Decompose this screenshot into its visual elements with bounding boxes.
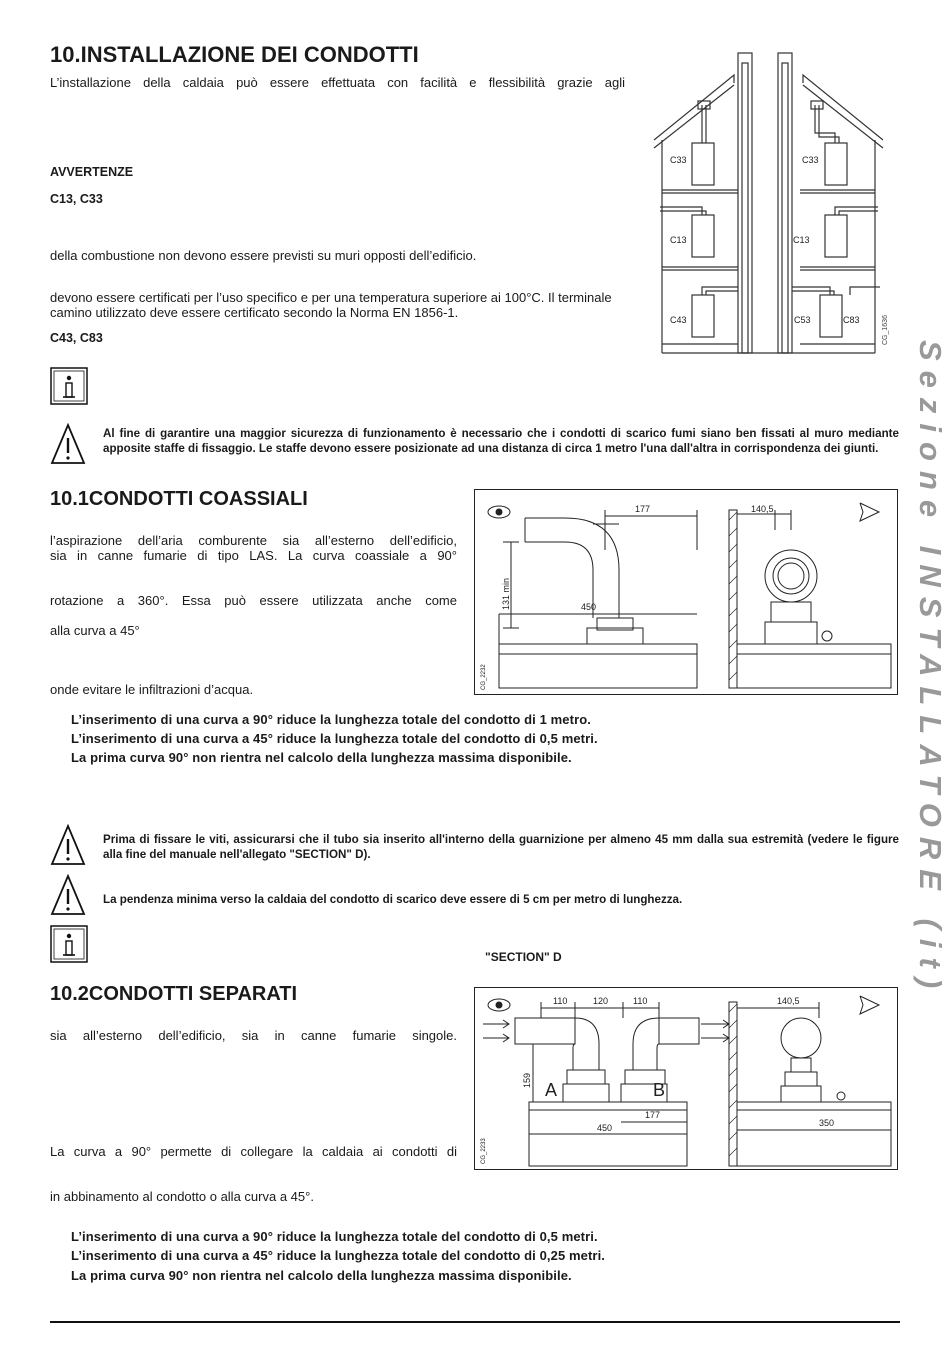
separate-figure [474,987,898,1170]
c43-c83-label: C43, C83 [50,331,103,345]
house-figure-code: CG_1636 [882,315,889,345]
warning-pendenza-text: La pendenza minima verso la caldaia del condotto di scarico deve essere di 5 cm per metro di lunghezza. [103,893,683,906]
coax-line1: l’aspirazione dell’aria comburente sia all’esterno dell’edificio, [50,533,457,548]
warning-staffe-text: Al fine di garantire una maggior sicurezza di funzionamento è necessario che i condotti di scarico fumi siano ben fissati al muro mediante apposite staffe di fissaggio. Le staffe devono essere posizionate ad una distanza di circa 1 metro l'una dall'altra in corrispondenza dei giunti. [103,427,899,455]
sep-dim-177: 177 [645,1110,661,1120]
coax-figure [474,489,898,695]
coax-line3: rotazione a 360°. Essa può essere utilizzata anche come [50,593,457,608]
coax-bullet-2: L’inserimento di una curva a 45° riduce la lunghezza totale del condotto di 0,5 metri. [71,731,598,746]
section-d-label: "SECTION" D [485,950,562,964]
sep-dim-120: 120 [593,996,609,1006]
coax-bullet-3: La prima curva 90° non rientra nel calcolo della lunghezza massima disponibile. [71,750,572,765]
sep-dim-450: 450 [597,1123,613,1133]
sep-bullet-2: L’inserimento di una curva a 45° riduce la lunghezza totale del condotto di 0,25 metri. [71,1248,606,1263]
c13-c33-label: C13, C33 [50,192,103,206]
coax-dim-1405: 140,5 [751,504,774,514]
sep-dim-1405: 140,5 [777,996,800,1006]
para-cert: devono essere certificati per l’uso specifico e per una temperatura superiore ai 100°C. Il terminale camino utilizzato deve essere certificato secondo la Norma EN 1856-1. [50,290,612,320]
warning-icon [50,824,86,866]
sep-dim-159: 159 [522,1072,532,1088]
warnings-heading: AVVERTENZE [50,165,134,179]
label-c43: C43 [670,315,687,325]
house-flue-diagram [650,45,890,355]
para-muri: della combustione non devono essere previsti su muri opposti dell’edificio. [50,248,477,263]
label-c13-right: C13 [793,235,810,245]
coax-dim-177: 177 [635,504,651,514]
warning-viti-text: Prima di fissare le viti, assicurarsi che il tubo sia inserito all'interno della guarnizione per almeno 45 mm dalla sua estremità (vedere le figure alla fine del manuale nell'allegato "SECTION" D). [103,833,899,861]
sep-figure-code: CG_2233 [481,1138,487,1164]
coax-bullet-1: L’inserimento di una curva a 90° riduce la lunghezza totale del condotto di 1 metro. [71,712,591,727]
warning-icon [50,874,86,916]
coax-line2: sia in canne fumarie di tipo LAS. La curva coassiale a 90° [50,548,457,563]
coax-line5: onde evitare le infiltrazioni d’acqua. [50,682,254,697]
footer-rule [50,1321,900,1323]
coax-dim-131: 131 min [501,577,511,610]
page-title: 10.INSTALLAZIONE DEI CONDOTTI [50,42,419,67]
sep-bullet-1: L’inserimento di una curva a 90° riduce la lunghezza totale del condotto di 0,5 metri. [71,1229,598,1244]
label-c33-right: C33 [802,155,819,165]
label-c53: C53 [794,315,811,325]
label-c13-left: C13 [670,235,687,245]
sep-dim-110b: 110 [633,996,648,1006]
coax-line4: alla curva a 45° [50,623,140,638]
sep-bullet-3: La prima curva 90° non rientra nel calcolo della lunghezza massima disponibile. [71,1268,572,1283]
sep-line3: in abbinamento al condotto o alla curva a 45°. [50,1189,314,1204]
label-a: A [545,1080,558,1100]
info-icon [50,367,88,405]
info-icon [50,925,88,963]
intro-line: L’installazione della caldaia può essere effettuata con facilità e flessibilità grazie agli [50,75,625,90]
section-sidebar [900,340,950,1080]
sep-dim-110a: 110 [553,996,568,1006]
label-c83: C83 [843,315,860,325]
sep-dim-350: 350 [819,1118,835,1128]
sep-line1: sia all’esterno dell’edificio, sia in canne fumarie singole. [50,1028,457,1043]
label-c33-left: C33 [670,155,687,165]
coax-dim-450: 450 [581,602,597,612]
coax-title: 10.1CONDOTTI COASSIALI [50,488,308,510]
warning-icon [50,423,86,465]
coax-figure-code: CG_2232 [481,664,487,690]
sidebar-text: Sezione INSTALLATORE (it) [913,340,948,999]
sep-line2: La curva a 90° permette di collegare la caldaia ai condotti di [50,1144,457,1159]
label-b: B [653,1080,666,1100]
sep-title: 10.2CONDOTTI SEPARATI [50,983,298,1005]
